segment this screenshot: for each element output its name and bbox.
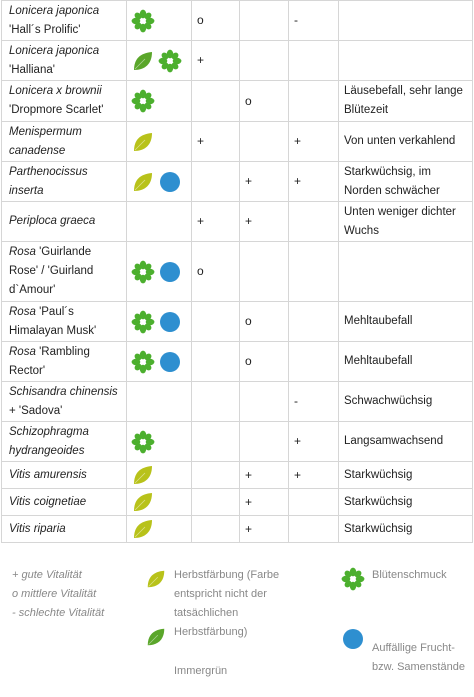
vitality-c2 [240, 242, 289, 302]
table-row [2, 242, 473, 302]
cultivar-name: 'Paul´s Himalayan Musk' [9, 305, 97, 337]
note-cell [339, 41, 473, 81]
plant-name [2, 81, 127, 122]
vitality-c1 [192, 342, 240, 382]
note-cell: Starkwüchsig, im Norden schwächer [339, 162, 473, 202]
species-name: Periploca graeca [9, 215, 96, 227]
note-cell: Schwachwüchsig [339, 382, 473, 422]
species-name: Lonicera japonica [9, 44, 100, 57]
plant-name [2, 41, 127, 81]
icon-cell [127, 41, 192, 81]
legend [0, 566, 474, 697]
vitality-c1 [192, 516, 240, 543]
vitality-c3 [289, 516, 339, 543]
note-cell [339, 242, 473, 302]
vitality-c1: + [192, 122, 240, 162]
vitality-c2: + [240, 462, 289, 489]
dot-icon [342, 628, 364, 650]
vitality-c2 [240, 422, 289, 462]
cultivar-name: 'Guirlande Rose' / 'Guirland d`Amour' [9, 246, 94, 296]
note-cell: Mehltaubefall [339, 342, 473, 382]
vitality-c1 [192, 422, 240, 462]
cultivar-name: + 'Sadova' [9, 404, 63, 417]
plant-name [2, 202, 127, 242]
leaf-yellow-icon [131, 170, 155, 194]
icon-cell [127, 242, 192, 302]
vitality-c2: + [240, 202, 289, 242]
plant-name [2, 1, 127, 41]
vitality-legend: + gute Vitalität o mittlere Vitalität - schlechte Vitalität [12, 569, 105, 619]
icon-cell [127, 422, 192, 462]
icon-cell [127, 162, 192, 202]
plant-name [2, 516, 127, 543]
table-row [2, 489, 473, 516]
vitality-c2: o [240, 302, 289, 342]
vitality-c3: + [289, 462, 339, 489]
dot-icon [158, 350, 182, 374]
vitality-c3 [289, 41, 339, 81]
species-name: Vitis riparia [9, 522, 66, 535]
leaf-yellow-icon [131, 130, 155, 154]
vitality-c3: - [289, 382, 339, 422]
note-cell: Unten weniger dichter Wuchs [339, 202, 473, 242]
cultivar-name: 'Hall´s Prolific' [9, 23, 81, 36]
flower-icon [131, 430, 155, 454]
table-row [2, 162, 473, 202]
vitality-c1 [192, 162, 240, 202]
cultivar-name: 'Dropmore Scarlet' [9, 104, 104, 116]
plant-name [2, 462, 127, 489]
icon-cell [127, 462, 192, 489]
vitality-c2 [240, 1, 289, 41]
vitality-c1 [192, 302, 240, 342]
species-name: Rosa [9, 246, 36, 258]
vitality-c2: + [240, 162, 289, 202]
vitality-c1 [192, 489, 240, 516]
dot-icon [158, 260, 182, 284]
vitality-c3 [289, 81, 339, 122]
evergreen-legend-text: Immergrün [174, 665, 228, 677]
table-row [2, 422, 473, 462]
flower-icon [158, 49, 182, 73]
vitality-c1 [192, 462, 240, 489]
icon-cell [127, 342, 192, 382]
note-cell [339, 1, 473, 41]
plant-name [2, 162, 127, 202]
species-name: Parthenocissus inserta [9, 165, 88, 197]
vitality-c3 [289, 489, 339, 516]
cultivar-name: 'Rambling Rector' [9, 345, 90, 377]
flower-icon [131, 310, 155, 334]
plant-name [2, 242, 127, 302]
leaf-yellow-icon [145, 568, 167, 590]
species-name: Vitis amurensis [9, 468, 87, 481]
plant-name [2, 422, 127, 462]
plant-name [2, 122, 127, 162]
species-name: Rosa [9, 305, 36, 318]
table-row [2, 382, 473, 422]
note-cell: Läusebefall, sehr lange Blütezeit [339, 81, 473, 122]
note-cell: Von unten verkahlend [339, 122, 473, 162]
vitality-c1 [192, 81, 240, 122]
vitality-c1: + [192, 41, 240, 81]
leaf-yellow-icon [131, 517, 155, 541]
flower-icon [131, 89, 155, 113]
table-row [2, 516, 473, 543]
vitality-c3: + [289, 122, 339, 162]
note-cell: Mehltaubefall [339, 302, 473, 342]
flowers-legend-text: Blütenschmuck [372, 569, 447, 581]
vitality-c3 [289, 342, 339, 382]
vitality-c2 [240, 122, 289, 162]
table-row [2, 342, 473, 382]
vitality-c2 [240, 382, 289, 422]
species-name: Vitis coignetiae [9, 495, 87, 508]
dot-icon [158, 170, 182, 194]
table-row [2, 202, 473, 242]
table-row [2, 81, 473, 122]
icon-cell [127, 382, 192, 422]
leaf-green-icon [131, 49, 155, 73]
fruit-legend-text: Auffällige Frucht- bzw. Samenstände [372, 642, 465, 673]
vitality-c3: + [289, 162, 339, 202]
species-name: Lonicera japonica [9, 4, 100, 17]
flower-icon [131, 350, 155, 374]
table-row [2, 122, 473, 162]
icon-cell [127, 489, 192, 516]
species-name: Schizophragma hydrangeoides [9, 425, 89, 457]
vitality-c1 [192, 382, 240, 422]
vitality-c3: - [289, 1, 339, 41]
species-name: Schisandra chinensis [9, 385, 118, 398]
plant-name [2, 489, 127, 516]
vitality-c1: + [192, 202, 240, 242]
vitality-c2: + [240, 489, 289, 516]
icon-cell [127, 122, 192, 162]
table-row [2, 302, 473, 342]
leaf-yellow-icon [131, 490, 155, 514]
plant-table [1, 0, 473, 543]
flower-icon [131, 9, 155, 33]
species-name: Rosa [9, 345, 36, 358]
note-cell: Starkwüchsig [339, 462, 473, 489]
leaf-green-icon [145, 626, 167, 648]
vitality-c2: o [240, 342, 289, 382]
leaf-yellow-icon [131, 463, 155, 487]
species-name: Lonicera x brownii [9, 85, 102, 97]
icon-cell [127, 81, 192, 122]
icon-cell [127, 302, 192, 342]
cultivar-name: 'Halliana' [9, 63, 55, 76]
vitality-c3 [289, 302, 339, 342]
vitality-c2 [240, 41, 289, 81]
plant-name [2, 302, 127, 342]
icon-cell [127, 516, 192, 543]
vitality-c2: o [240, 81, 289, 122]
species-name: Menispermum canadense [9, 125, 82, 157]
table-row [2, 462, 473, 489]
vitality-c3: + [289, 422, 339, 462]
vitality-c2: + [240, 516, 289, 543]
flower-icon [341, 567, 365, 591]
vitality-c1: o [192, 1, 240, 41]
icon-cell [127, 202, 192, 242]
table-row [2, 1, 473, 41]
vitality-c3 [289, 242, 339, 302]
vitality-c3 [289, 202, 339, 242]
plant-name [2, 342, 127, 382]
autumn-legend-text: Herbstfärbung (Farbe entspricht nicht der tatsächlichen Herbstfärbung) [174, 569, 280, 638]
note-cell: Starkwüchsig [339, 516, 473, 543]
vitality-c1: o [192, 242, 240, 302]
note-cell: Starkwüchsig [339, 489, 473, 516]
note-cell: Langsamwachsend [339, 422, 473, 462]
flower-icon [131, 260, 155, 284]
icon-cell [127, 1, 192, 41]
dot-icon [158, 310, 182, 334]
plant-name [2, 382, 127, 422]
table-row [2, 41, 473, 81]
